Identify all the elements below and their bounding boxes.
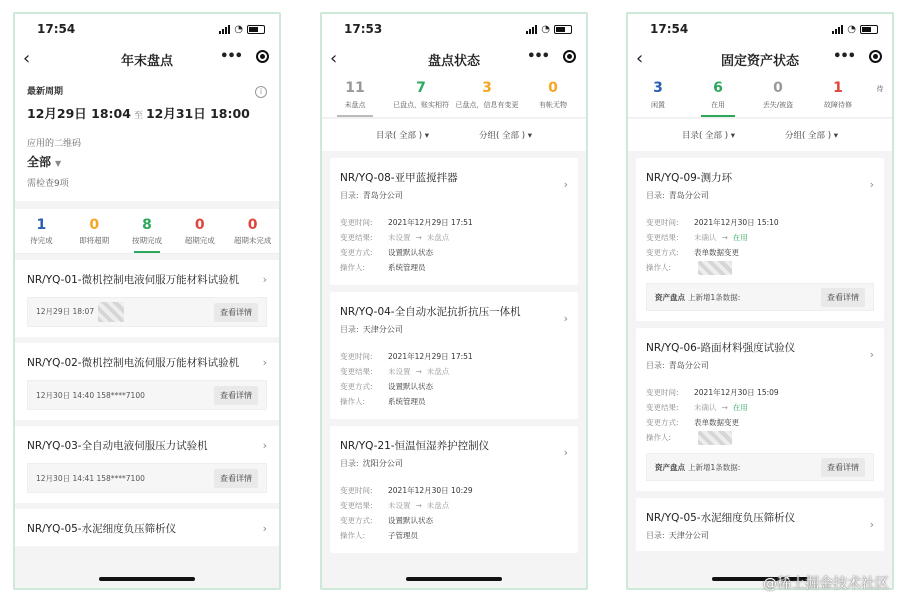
status-icons bbox=[832, 24, 878, 35]
row-key: 操作人: bbox=[340, 397, 366, 406]
status-bar bbox=[15, 14, 279, 44]
chevron-right-icon: › bbox=[869, 348, 874, 361]
operator-row bbox=[340, 394, 568, 409]
dir-key: 目录: bbox=[646, 531, 665, 540]
asset-title: NR/YQ-21-恒温恒湿养护控制仪 bbox=[340, 440, 490, 452]
tab-label: 故障待修 bbox=[824, 101, 852, 109]
record-box bbox=[27, 380, 267, 410]
row-key: 变更方式: bbox=[340, 248, 373, 257]
stat-overdue-undone[interactable] bbox=[226, 217, 279, 253]
row-key: 变更时间: bbox=[340, 352, 373, 361]
arrow-right-icon: → bbox=[721, 403, 728, 412]
row-key: 变更方式: bbox=[646, 418, 679, 427]
stat-num: 8 bbox=[142, 217, 152, 233]
row-key: 变更时间: bbox=[340, 218, 373, 227]
home-indicator bbox=[99, 577, 195, 581]
dir-value: 青岛分公司 bbox=[362, 191, 403, 200]
change-method-row bbox=[340, 513, 568, 528]
close-capsule-icon[interactable] bbox=[256, 50, 269, 63]
tab-label: 未盘点 bbox=[344, 101, 366, 109]
signal-icon bbox=[832, 25, 843, 34]
change-result-row bbox=[646, 400, 874, 415]
stat-overdue-done[interactable] bbox=[173, 217, 226, 253]
tab-label: 已盘点，信息有变更 bbox=[455, 101, 519, 109]
period-range bbox=[27, 104, 267, 122]
qr-label: 应用的二维码 bbox=[27, 139, 82, 149]
caret-down-icon: ▾ bbox=[424, 131, 429, 141]
change-method-row bbox=[340, 379, 568, 394]
row-value: 设置默认状态 bbox=[388, 382, 433, 391]
change-result-row bbox=[340, 364, 568, 379]
change-text: 上新增1条数据: bbox=[688, 292, 741, 302]
row-value: 2021年12月29日 17:51 bbox=[388, 218, 473, 227]
result-to: 在用 bbox=[732, 403, 748, 412]
back-icon[interactable]: ‹ bbox=[636, 48, 644, 69]
tab-num: 11 bbox=[345, 80, 365, 96]
row-value: 设置默认状态 bbox=[388, 516, 433, 525]
wifi-icon: ◔ bbox=[847, 23, 856, 35]
change-prefix: 资产盘点 bbox=[655, 292, 685, 302]
status-time: 17:54 bbox=[650, 22, 689, 36]
more-icon[interactable]: ••• bbox=[220, 49, 242, 64]
period-to: 至 bbox=[133, 111, 143, 121]
period-end: 12月31日 18:00 bbox=[145, 106, 250, 121]
page-title: 年末盘点 bbox=[120, 53, 173, 69]
home-indicator bbox=[406, 577, 502, 581]
tab-num: 0 bbox=[773, 80, 783, 96]
status-time: 17:54 bbox=[37, 22, 76, 36]
dir-value: 天津分公司 bbox=[362, 325, 403, 334]
stat-label: 按期完成 bbox=[131, 236, 162, 245]
arrow-right-icon: → bbox=[415, 233, 422, 242]
change-method-row bbox=[646, 245, 874, 260]
battery-icon bbox=[554, 25, 572, 34]
status-icons bbox=[526, 24, 572, 35]
item-title: NR/YQ-01-微机控制电液伺服万能材料试验机 bbox=[27, 274, 240, 286]
row-key: 变更时间: bbox=[340, 486, 373, 495]
stat-label: 超期未完成 bbox=[233, 236, 272, 245]
result-to: 未盘点 bbox=[426, 367, 450, 376]
row-value: 2021年12月29日 17:51 bbox=[388, 352, 473, 361]
row-key: 变更结果: bbox=[340, 233, 373, 242]
tab-label: 在用 bbox=[711, 101, 725, 109]
chevron-right-icon: › bbox=[262, 522, 267, 535]
asset-directory bbox=[646, 530, 874, 541]
completion-stats bbox=[15, 209, 279, 254]
change-summary-box bbox=[646, 283, 874, 311]
tab-more[interactable] bbox=[868, 80, 892, 117]
qr-selector[interactable] bbox=[27, 153, 267, 170]
tab-label: 已盘点，账实相符 bbox=[393, 101, 449, 109]
operator-row bbox=[646, 430, 874, 445]
tab-label: 有帐无物 bbox=[539, 101, 567, 109]
change-method-row bbox=[340, 245, 568, 260]
result-to: 未盘点 bbox=[426, 233, 450, 242]
dir-key: 目录: bbox=[340, 459, 359, 468]
change-method-row bbox=[646, 415, 874, 430]
tab-changed[interactable] bbox=[454, 80, 520, 117]
result-to: 在用 bbox=[732, 233, 748, 242]
result-from: 未设置 bbox=[388, 233, 411, 242]
row-value: 2021年12月30日 15:10 bbox=[694, 218, 779, 227]
caret-down-icon: ▾ bbox=[833, 131, 839, 141]
change-rows bbox=[646, 215, 874, 275]
list-item[interactable] bbox=[15, 343, 279, 420]
mini-program-capsule bbox=[527, 49, 576, 64]
arrow-right-icon: → bbox=[721, 233, 728, 242]
row-key: 操作人: bbox=[340, 263, 366, 272]
nav-bar bbox=[15, 44, 279, 74]
record-box bbox=[27, 463, 267, 493]
group-filter-label: 分组( 全部 ) bbox=[785, 131, 832, 141]
dir-key: 目录: bbox=[646, 191, 665, 200]
dir-value: 沈阳分公司 bbox=[362, 459, 403, 468]
close-capsule-icon[interactable] bbox=[869, 50, 882, 63]
item-title: NR/YQ-02-微机控制电流伺服万能材料试验机 bbox=[27, 357, 240, 369]
more-icon[interactable]: ••• bbox=[527, 49, 549, 64]
filter-bar bbox=[628, 119, 892, 151]
row-key: 变更时间: bbox=[646, 218, 679, 227]
chevron-right-icon: › bbox=[563, 446, 568, 459]
record-box bbox=[27, 297, 267, 327]
change-result-row bbox=[340, 230, 568, 245]
chevron-right-icon: › bbox=[869, 178, 874, 191]
battery-icon bbox=[247, 25, 265, 34]
row-key: 操作人: bbox=[646, 263, 672, 272]
asset-title: NR/YQ-06-路面材料强度试验仪 bbox=[646, 342, 796, 354]
group-filter[interactable] bbox=[785, 129, 838, 141]
record-meta: 12月30日 14:41 158****7100 bbox=[36, 473, 145, 483]
tab-num: 0 bbox=[548, 80, 558, 96]
group-filter[interactable] bbox=[479, 129, 532, 141]
asset-card[interactable] bbox=[636, 158, 884, 321]
stat-num: 0 bbox=[247, 217, 258, 233]
result-from: 未确认 bbox=[694, 233, 717, 242]
nav-bar bbox=[628, 44, 892, 74]
change-rows bbox=[340, 215, 568, 275]
arrow-right-icon: → bbox=[415, 367, 422, 376]
directory-filter[interactable] bbox=[682, 129, 735, 141]
row-key: 变更方式: bbox=[340, 382, 373, 391]
caret-down-icon: ▾ bbox=[527, 131, 533, 141]
record-meta bbox=[36, 302, 214, 322]
row-key: 变更时间: bbox=[646, 388, 679, 397]
phone-inventory-status bbox=[320, 12, 588, 590]
stat-label: 即将超期 bbox=[79, 236, 110, 245]
tab-label: 丢失/被盗 bbox=[762, 101, 794, 109]
tab-num: 6 bbox=[713, 80, 723, 96]
tab-matched[interactable] bbox=[388, 80, 454, 117]
change-result-row bbox=[340, 498, 568, 513]
change-time-row bbox=[340, 483, 568, 498]
row-value: 系统管理员 bbox=[388, 397, 426, 406]
asset-title: NR/YQ-09-测力环 bbox=[646, 172, 733, 184]
result-from: 未设置 bbox=[388, 501, 411, 510]
asset-card[interactable] bbox=[330, 158, 578, 285]
operator-row bbox=[340, 260, 568, 275]
phone-fixed-asset-status bbox=[626, 12, 894, 590]
caret-down-icon: ▼ bbox=[55, 159, 62, 168]
status-bar bbox=[628, 14, 892, 44]
wifi-icon: ◔ bbox=[234, 23, 243, 35]
row-key: 变更结果: bbox=[646, 403, 679, 412]
period-start: 12月29日 18:04 bbox=[27, 106, 131, 121]
page-title: 固定资产状态 bbox=[720, 53, 799, 69]
nav-bar bbox=[322, 44, 586, 74]
chevron-right-icon: › bbox=[262, 356, 267, 369]
blurred-operator bbox=[698, 431, 732, 445]
tab-missing[interactable] bbox=[520, 80, 586, 117]
close-capsule-icon[interactable] bbox=[563, 50, 576, 63]
more-icon[interactable]: ••• bbox=[833, 49, 855, 64]
item-title: NR/YQ-03-全自动电液伺服压力试验机 bbox=[27, 440, 208, 452]
change-time-row bbox=[340, 349, 568, 364]
asset-directory bbox=[646, 360, 874, 371]
qr-value: 全部 bbox=[27, 155, 52, 169]
change-summary bbox=[655, 292, 821, 303]
chevron-right-icon: › bbox=[563, 312, 568, 325]
asset-directory bbox=[340, 324, 568, 335]
tab-num: 3 bbox=[653, 80, 663, 96]
mini-program-capsule bbox=[833, 49, 882, 64]
stat-due-soon[interactable] bbox=[68, 217, 121, 253]
stat-num: 0 bbox=[89, 217, 100, 233]
directory-filter-label: 目录( 全部 ) bbox=[375, 131, 423, 141]
stat-on-time[interactable] bbox=[121, 217, 174, 253]
battery-icon bbox=[860, 25, 878, 34]
status-time: 17:53 bbox=[344, 22, 383, 36]
tab-lost[interactable] bbox=[748, 80, 808, 117]
row-value: 设置默认状态 bbox=[388, 248, 433, 257]
asset-status-tabs bbox=[628, 74, 892, 118]
row-value: 系统管理员 bbox=[388, 263, 426, 272]
row-value: 表单数据变更 bbox=[694, 248, 739, 257]
result-to: 未盘点 bbox=[426, 501, 450, 510]
caret-down-icon: ▾ bbox=[730, 131, 735, 141]
view-detail-button[interactable]: 查看详情 bbox=[214, 303, 258, 322]
status-tabs bbox=[322, 74, 586, 118]
signal-icon bbox=[526, 25, 537, 34]
list-item[interactable] bbox=[15, 260, 279, 337]
change-time-row bbox=[646, 215, 874, 230]
arrow-right-icon: → bbox=[415, 501, 422, 510]
row-value: 子管理员 bbox=[388, 531, 418, 540]
row-key: 变更方式: bbox=[340, 516, 373, 525]
tab-not-counted[interactable] bbox=[322, 80, 388, 117]
page-title: 盘点状态 bbox=[427, 53, 480, 69]
list-item[interactable] bbox=[15, 426, 279, 503]
back-icon[interactable]: ‹ bbox=[23, 48, 31, 69]
back-icon[interactable]: ‹ bbox=[330, 48, 338, 69]
status-icons bbox=[219, 24, 265, 35]
signal-icon bbox=[219, 25, 230, 34]
dir-value: 青岛分公司 bbox=[668, 361, 709, 370]
stat-label: 待完成 bbox=[30, 236, 53, 245]
tab-faulty[interactable] bbox=[808, 80, 868, 117]
change-rows bbox=[340, 483, 568, 543]
row-value: 表单数据变更 bbox=[694, 418, 739, 427]
operator-row bbox=[340, 528, 568, 543]
wifi-icon: ◔ bbox=[541, 23, 550, 35]
view-detail-button[interactable]: 查看详情 bbox=[821, 458, 865, 477]
asset-card[interactable] bbox=[330, 292, 578, 419]
asset-title: NR/YQ-04-全自动水泥抗折抗压一体机 bbox=[340, 306, 521, 318]
tab-in-use[interactable] bbox=[688, 80, 748, 117]
tab-num: 7 bbox=[416, 80, 426, 96]
directory-filter[interactable] bbox=[376, 129, 429, 141]
dir-value: 青岛分公司 bbox=[668, 191, 709, 200]
mini-program-capsule bbox=[220, 49, 269, 64]
row-key: 操作人: bbox=[646, 433, 672, 442]
operator-row bbox=[646, 260, 874, 275]
chevron-right-icon: › bbox=[563, 178, 568, 191]
row-key: 变更结果: bbox=[340, 367, 373, 376]
change-summary bbox=[655, 462, 821, 473]
dir-value: 天津分公司 bbox=[668, 531, 709, 540]
filter-bar bbox=[322, 119, 586, 151]
asset-directory bbox=[340, 458, 568, 469]
dir-key: 目录: bbox=[340, 325, 359, 334]
directory-filter-label: 目录( 全部 ) bbox=[681, 131, 729, 141]
change-result-row bbox=[646, 230, 874, 245]
watermark: @稀土掘金技术社区 bbox=[763, 576, 889, 592]
result-from: 未设置 bbox=[388, 367, 411, 376]
chevron-right-icon: › bbox=[869, 518, 874, 531]
row-value: 2021年12月30日 15:09 bbox=[694, 388, 779, 397]
asset-directory bbox=[340, 190, 568, 201]
item-title: NR/YQ-05-水泥细度负压筛析仪 bbox=[27, 523, 177, 535]
change-prefix: 资产盘点 bbox=[655, 462, 685, 472]
result-from: 未确认 bbox=[694, 403, 717, 412]
phone-year-end-inventory bbox=[13, 12, 281, 590]
row-value: 2021年12月30日 10:29 bbox=[388, 486, 473, 495]
stat-pending[interactable] bbox=[15, 217, 68, 253]
change-rows bbox=[646, 385, 874, 445]
group-filter-label: 分组( 全部 ) bbox=[479, 131, 526, 141]
asset-title: NR/YQ-08-亚甲蓝搅拌器 bbox=[340, 172, 458, 184]
list-item[interactable] bbox=[15, 509, 279, 546]
view-detail-button[interactable]: 查看详情 bbox=[821, 288, 865, 307]
tab-num: 3 bbox=[482, 80, 492, 96]
stat-num: 1 bbox=[36, 217, 47, 233]
period-label: 最新周期 bbox=[27, 87, 64, 97]
stat-label: 超期完成 bbox=[184, 236, 215, 245]
info-icon[interactable]: i bbox=[255, 86, 267, 98]
asset-card[interactable] bbox=[330, 426, 578, 553]
change-summary-box bbox=[646, 453, 874, 481]
stat-num: 0 bbox=[194, 217, 205, 233]
tab-label: 待 bbox=[876, 85, 884, 93]
change-text: 上新增1条数据: bbox=[688, 462, 741, 472]
row-key: 变更结果: bbox=[340, 501, 373, 510]
row-key: 变更方式: bbox=[646, 248, 679, 257]
dir-key: 目录: bbox=[646, 361, 665, 370]
view-detail-button[interactable]: 查看详情 bbox=[214, 386, 258, 405]
blurred-avatar bbox=[98, 302, 124, 322]
tab-label: 闲置 bbox=[651, 101, 665, 109]
tab-idle[interactable] bbox=[628, 80, 688, 117]
dir-key: 目录: bbox=[340, 191, 359, 200]
record-time: 12月29日 18:07 bbox=[36, 307, 95, 316]
asset-card[interactable] bbox=[636, 328, 884, 491]
view-detail-button[interactable]: 查看详情 bbox=[214, 469, 258, 488]
chevron-right-icon: › bbox=[262, 439, 267, 452]
change-time-row bbox=[646, 385, 874, 400]
blurred-operator bbox=[698, 261, 732, 275]
status-bar bbox=[322, 14, 586, 44]
tab-num: 1 bbox=[833, 80, 843, 96]
period-header bbox=[15, 74, 279, 201]
check-count: 需检查9项 bbox=[27, 179, 69, 189]
asset-title: NR/YQ-05-水泥细度负压筛析仪 bbox=[646, 512, 796, 524]
row-key: 变更结果: bbox=[646, 233, 679, 242]
change-rows bbox=[340, 349, 568, 409]
chevron-right-icon: › bbox=[262, 273, 267, 286]
record-meta: 12月30日 14:40 158****7100 bbox=[36, 390, 145, 400]
change-time-row bbox=[340, 215, 568, 230]
asset-card[interactable] bbox=[636, 498, 884, 551]
asset-directory bbox=[646, 190, 874, 201]
row-key: 操作人: bbox=[340, 531, 366, 540]
